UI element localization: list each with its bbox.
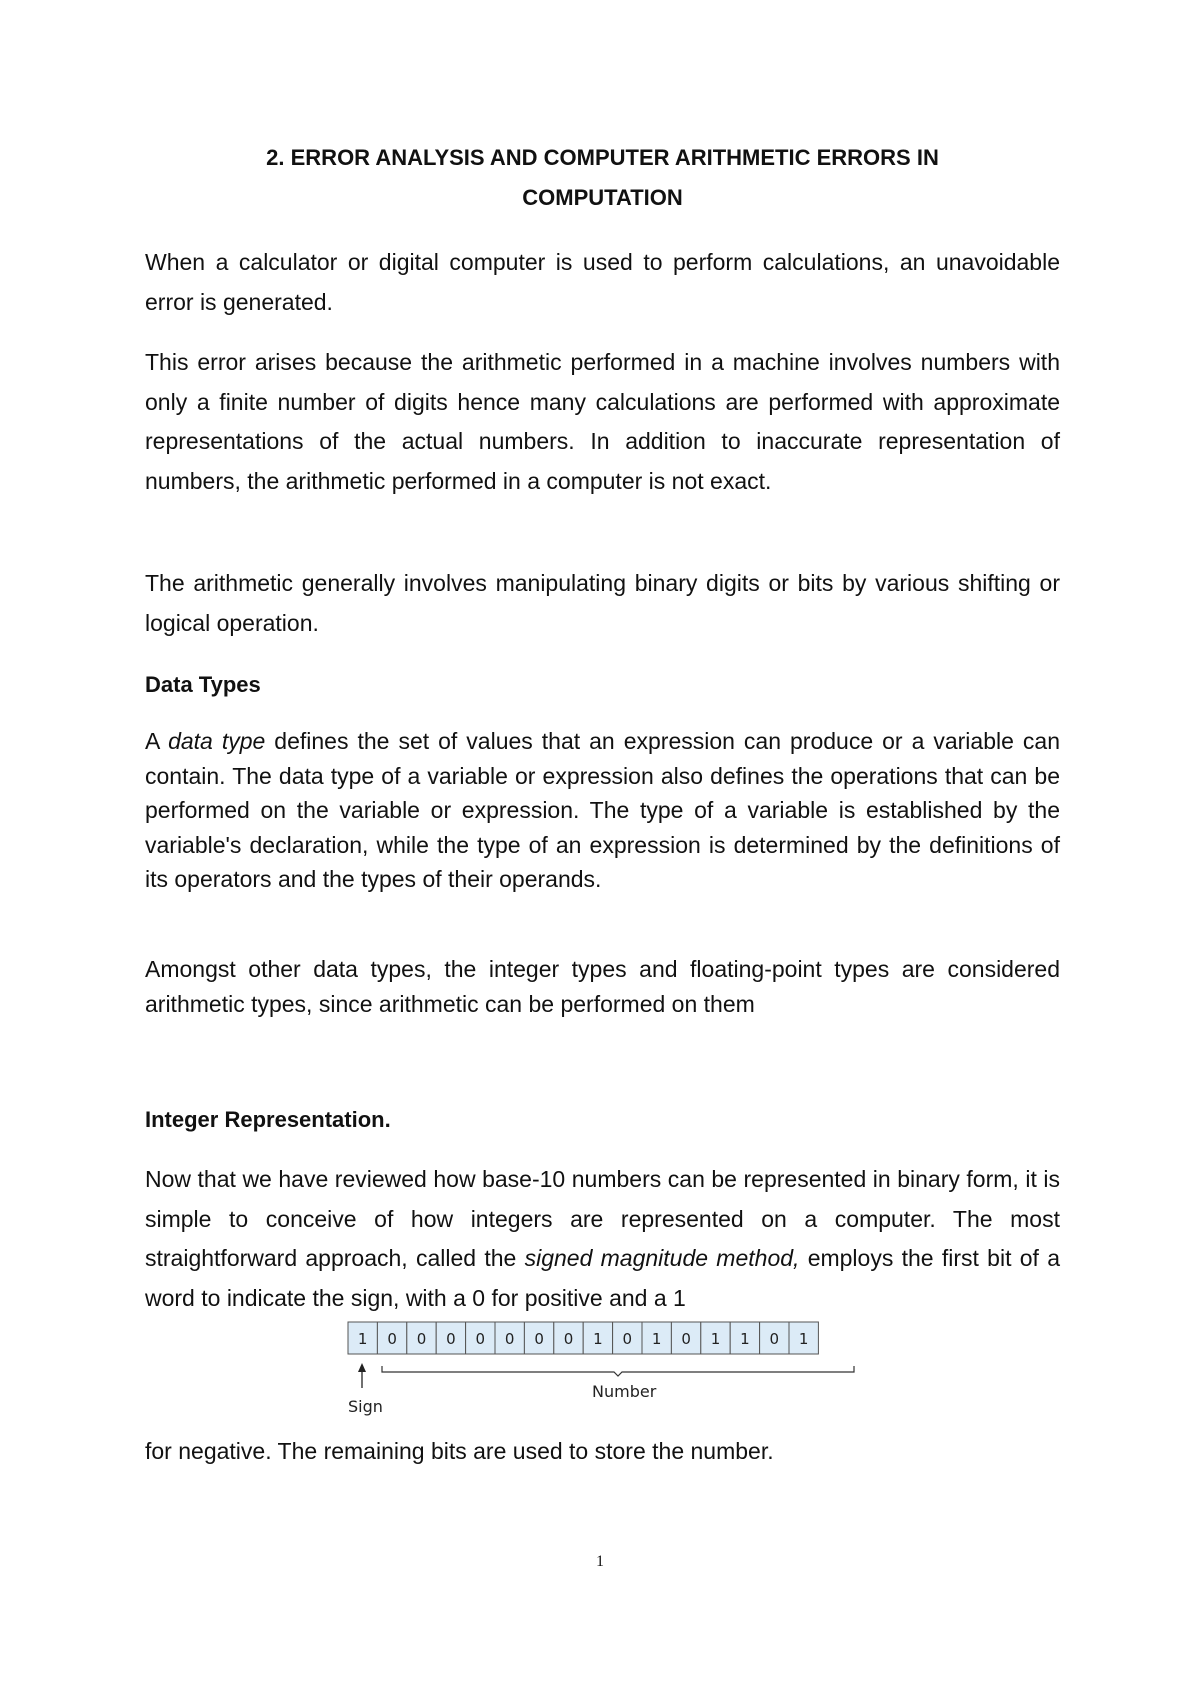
title-line-2: COMPUTATION [522,185,683,210]
sign-label: Sign [348,1397,383,1416]
bit-value: 0 [534,1330,544,1348]
bit-value: 0 [446,1330,456,1348]
bit-value: 0 [563,1330,574,1348]
bit-value: 1 [740,1330,750,1348]
bit-value: 0 [622,1330,633,1348]
integer-paragraph-2: for negative. The remaining bits are used to store the number. [145,1438,774,1464]
page-number: 1 [596,1553,604,1570]
bit-value: 0 [387,1330,397,1348]
section-heading-data-types: Data Types [145,672,261,697]
data-types-paragraph-2: Amongst other data types, the integer types and floating-point types are considered arithmetic types, since arithmetic can be performed on them [145,956,1060,1017]
signed-magnitude-term: signed magnitude method, [524,1245,800,1271]
bit-value: 0 [475,1330,486,1348]
signed-magnitude-figure [344,1320,864,1430]
intro-paragraph-1: When a calculator or digital computer is used to perform calculations, an unavoidable error is generated. [145,249,1060,315]
data-type-term: data type [168,728,266,754]
data-types-paragraph-1 [145,724,1060,897]
bit-value: 0 [769,1330,780,1348]
page-title [145,138,1060,218]
intro-paragraph-3: The arithmetic generally involves manipulating binary digits or bits by various shifting or logical operation. [145,570,1060,636]
bit-value: 0 [416,1330,427,1348]
number-label: Number [592,1382,657,1401]
bit-value: 1 [710,1330,721,1348]
bit-value: 0 [681,1330,691,1348]
integer-paragraph-1 [145,1160,1060,1318]
section-heading-integer-representation: Integer Representation. [145,1107,391,1132]
bit-value: 1 [651,1330,662,1348]
bit-value: 1 [798,1330,809,1348]
sign-arrow [358,1363,366,1388]
number-brace [382,1366,854,1376]
integer-text-rest: employs the first bit of a word to indicate the sign, with a 0 for positive and a 1 [145,1245,1060,1311]
data-types-text: defines the set of values that an expression can produce or a variable can contain. The data type of a variable or expression also defines the operations that can be performed on the variable or expression. The type of a variable is established by the variable's declaration, while the type of an expression is determined by the definitions of its operators and the types of their operands. [145,728,1060,892]
bit-value: 1 [593,1330,603,1348]
title-line-1: 2. ERROR ANALYSIS AND COMPUTER ARITHMETIC ERRORS IN [266,145,939,170]
intro-paragraph-2: This error arises because the arithmetic performed in a machine involves numbers with only a finite number of digits hence many calculations are performed with approximate representations of the actual numbers. In addition to inaccurate representation of numbers, the arithmetic performed in a computer is not exact. [145,349,1060,494]
data-types-prefix: A [145,728,169,754]
bit-value: 1 [357,1330,368,1348]
bit-value: 0 [504,1330,515,1348]
integer-text-prefix: Now that we have reviewed how base-10 numbers can be represented in binary form, it is simple to conceive of how integers are represented on a computer. The most straightforward approach, called the [145,1166,1060,1271]
bit-register [348,1322,818,1354]
